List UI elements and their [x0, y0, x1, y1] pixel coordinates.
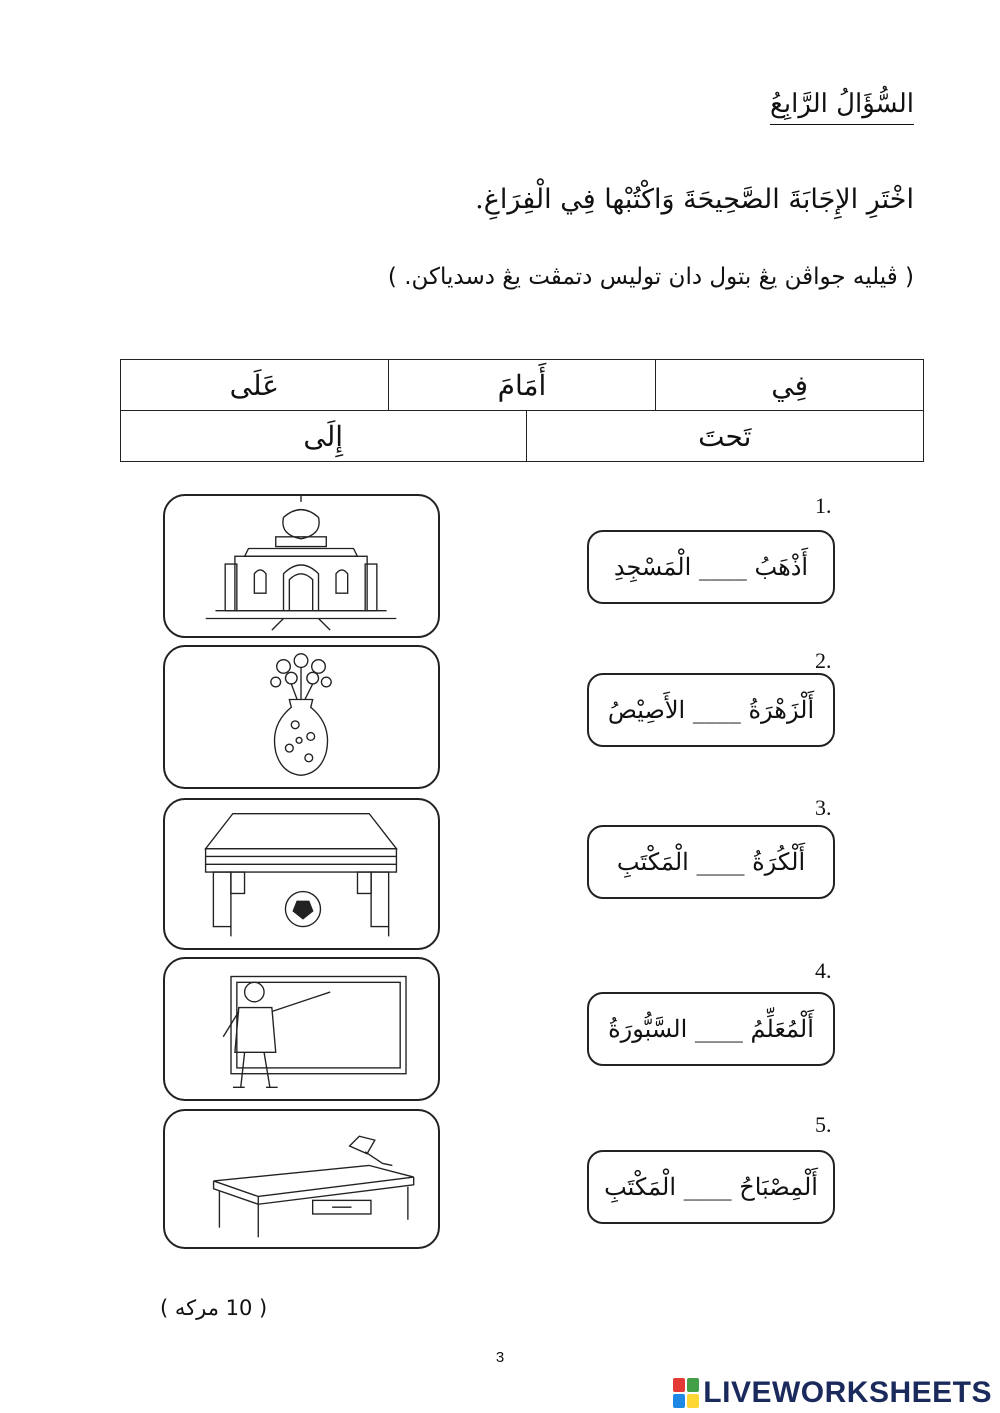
word-option[interactable]: إِلَى	[121, 411, 527, 462]
word-bank-table	[120, 359, 924, 411]
sentence-box[interactable]: أَلْكُرَةُ ____ الْمَكْتَبِ	[587, 825, 835, 899]
sentence-box[interactable]: أَذْهَبُ ____ الْمَسْجِدِ	[587, 530, 835, 604]
mosque-picture	[163, 494, 440, 638]
ball-under-table-picture	[163, 798, 440, 950]
teacher-at-board-picture	[163, 957, 440, 1101]
flower-vase-icon	[165, 647, 438, 787]
word-option[interactable]: فِي	[656, 360, 924, 411]
flower-vase-picture	[163, 645, 440, 789]
item-number: 4.	[815, 958, 832, 983]
question-heading: السُّؤَالُ الرَّابِعُ	[770, 88, 914, 125]
brand-text: LIVEWORKSHEETS	[703, 1376, 992, 1409]
lamp-on-desk-picture	[163, 1109, 440, 1249]
page-number: 3	[495, 1349, 505, 1366]
item-number: 3.	[815, 795, 832, 820]
word-option[interactable]: أَمَامَ	[388, 360, 656, 411]
total-marks: ( 10 مركه )	[160, 1296, 268, 1320]
sentence-box[interactable]: أَلْمِصْبَاحُ ____ الْمَكْتَبِ	[587, 1150, 835, 1224]
item-number: 5.	[815, 1112, 832, 1137]
teacher-icon	[165, 959, 438, 1099]
liveworksheets-logo-icon	[673, 1378, 699, 1408]
instruction-jawi: ( ڤيليه جواڤن يڠ بتول دان توليس دتمڤت يڠ دسدياكن. )	[387, 264, 914, 290]
word-bank-table-row2	[120, 410, 924, 462]
desk-lamp-icon	[165, 1111, 438, 1247]
sentence-box[interactable]: أَلْمُعَلِّمُ ____ السَّبُّورَةُ	[587, 992, 835, 1066]
table-with-ball-icon	[165, 800, 438, 948]
word-option[interactable]: عَلَى	[121, 360, 389, 411]
mosque-icon	[165, 496, 438, 636]
item-number: 1.	[815, 493, 832, 518]
liveworksheets-brand[interactable]	[673, 1376, 992, 1410]
word-option[interactable]: تَحتَ	[526, 411, 924, 462]
item-number: 2.	[815, 648, 832, 673]
sentence-box[interactable]: أَلْزَهْرَةُ ____ الأَصِيْصُ	[587, 673, 835, 747]
instruction-arabic: اخْتَرِ الإِجَابَةَ الصَّحِيحَةَ وَاكْتُبْها فِي الْفِرَاغِ.	[475, 184, 914, 215]
